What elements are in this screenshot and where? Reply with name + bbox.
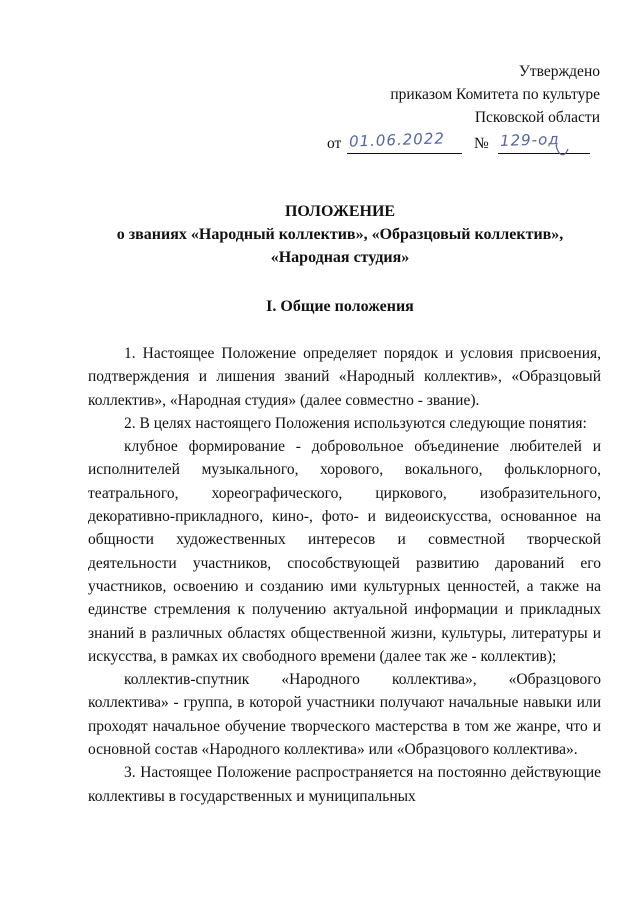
approval-title: Утверждено: [518, 63, 600, 80]
paragraph-5: 3. Настоящее Положение распространяется на постоянно действующие коллективы в государственных и муниципальных: [88, 764, 601, 805]
handwritten-number: 129-од: [499, 129, 560, 151]
handwriting-stroke-icon: [554, 143, 572, 159]
handwritten-date: 01.06.2022: [348, 129, 446, 151]
title-subject-line2: «Народная студия»: [270, 249, 410, 266]
date-field: [347, 129, 462, 154]
number-field: [498, 129, 590, 154]
document-body: [88, 342, 601, 808]
paragraph-4: коллектив-спутник «Народного коллектива», «Образцового коллектива» - группа, в которой участники получают начальные навыки или проходят начальное обучение творческого мастерства в том же жанре, что и основной состав «Народного коллектива» или «Образцового коллектива».: [88, 671, 601, 759]
approval-order: приказом Комитета по культуре: [390, 86, 600, 103]
number-label: №: [474, 135, 489, 152]
title-subject-line1: о званиях «Народный коллектив», «Образцовый коллектив»,: [116, 226, 564, 243]
paragraph-2: 2. В целях настоящего Положения используются следующие понятия:: [124, 414, 587, 432]
paragraph-3: клубное формирование - добровольное объединение любителей и исполнителей музыкального, хорового, вокального, фольклорного, театрального, хореографического, циркового, изобразительного, декоративно-прикладного, кино-, фото- и видеоискусства, основанное на общности художественных интересов и совместной творческой деятельности участников, способствующей развитию дарований его участников, освоению и созданию ими культурных ценностей, а также на единстве стремления к получению актуальной информации и прикладных знаний в различных областях общественной жизни, культуры, литературы и искусства, в рамках их свободного времени (далее так же - коллектив);: [88, 438, 601, 665]
paragraph-1: 1. Настоящее Положение определяет порядок и условия присвоения, подтверждения и лишения званий «Народный коллектив», «Образцовый коллектив», «Народная студия» (далее совместно - звание).: [88, 345, 601, 409]
order-reference: [322, 129, 602, 159]
approval-region: Псковской области: [474, 109, 600, 126]
from-label: от: [327, 135, 342, 152]
document-title: [40, 200, 640, 269]
title-heading: ПОЛОЖЕНИЕ: [284, 203, 396, 220]
approval-block: [300, 60, 600, 129]
section-heading: I. Общие положения: [266, 298, 414, 315]
